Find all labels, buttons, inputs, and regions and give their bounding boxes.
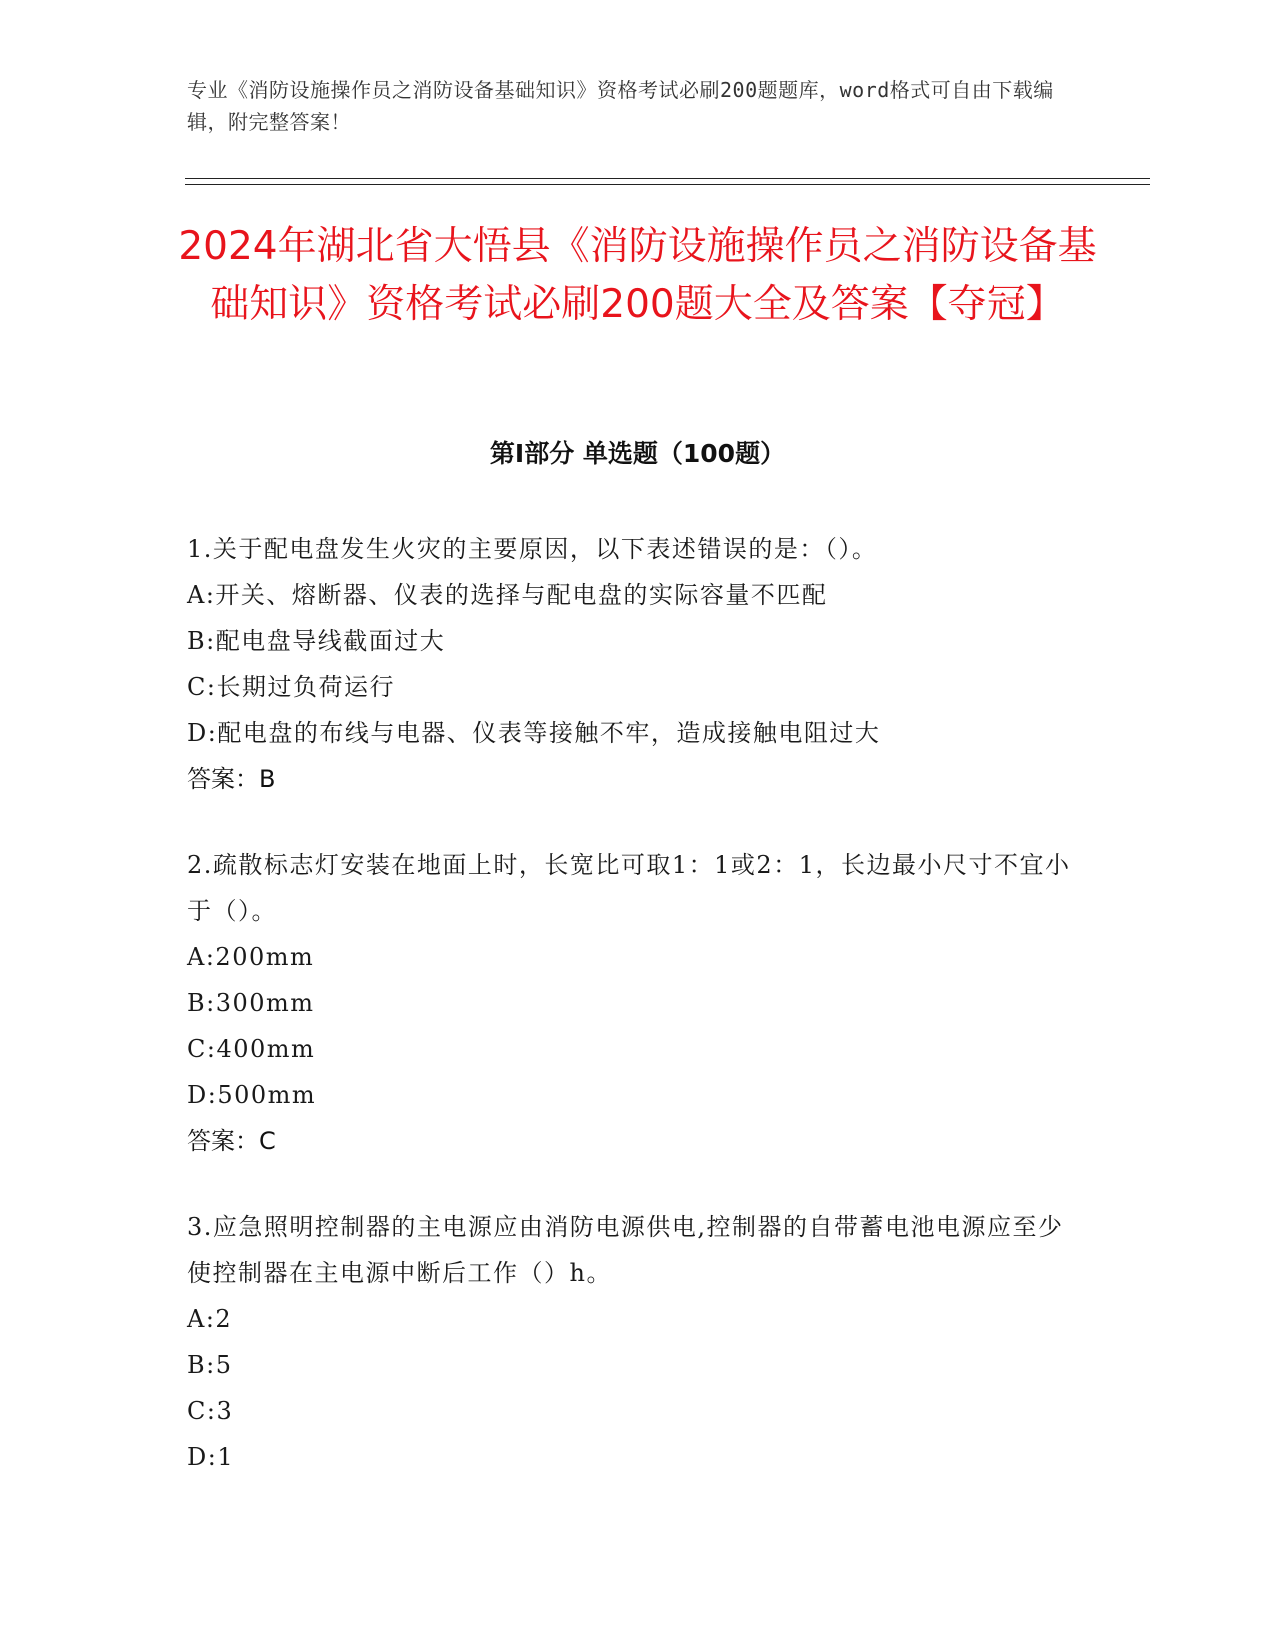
question-stem: 1.关于配电盘发生火灾的主要原因，以下表述错误的是：（）。 xyxy=(187,535,878,563)
answer: 答案：C xyxy=(187,1127,276,1155)
question-stem: 2.疏散标志灯安装在地面上时，长宽比可取1：1或2：1，长边最小尺寸不宜小于（）。 xyxy=(187,851,1071,925)
header-note: 专业《消防设施操作员之消防设备基础知识》资格考试必刷200题题库，word格式可自由下载编辑，附完整答案！ xyxy=(187,78,1054,134)
option-a: A:2 xyxy=(187,1305,233,1333)
option-d: D:配电盘的布线与电器、仪表等接触不牢，造成接触电阻过大 xyxy=(187,719,881,747)
document-title: 2024年湖北省大悟县《消防设施操作员之消防设备基础知识》资格考试必刷200题大全及答案【夺冠】 xyxy=(178,224,1097,327)
option-b: B:300mm xyxy=(187,989,315,1017)
header-divider-bottom xyxy=(185,184,1150,185)
question-list xyxy=(187,526,1077,1520)
header-divider-top xyxy=(185,178,1150,179)
option-a: A:200mm xyxy=(187,943,315,971)
option-b: B:5 xyxy=(187,1351,233,1379)
option-a: A:开关、熔断器、仪表的选择与配电盘的实际容量不匹配 xyxy=(187,581,828,609)
option-c: C:3 xyxy=(187,1397,234,1425)
option-d: D:500mm xyxy=(187,1081,317,1109)
question-3 xyxy=(187,1204,1077,1480)
question-1 xyxy=(187,526,1077,802)
section-heading: 第I部分 单选题（100题） xyxy=(489,439,786,468)
option-c: C:400mm xyxy=(187,1035,316,1063)
option-d: D:1 xyxy=(187,1443,235,1471)
option-c: C:长期过负荷运行 xyxy=(187,673,395,701)
option-b: B:配电盘导线截面过大 xyxy=(187,627,446,655)
question-stem: 3.应急照明控制器的主电源应由消防电源供电,控制器的自带蓄电池电源应至少使控制器在主电源中断后工作（）h。 xyxy=(187,1213,1064,1287)
answer: 答案：B xyxy=(187,765,276,793)
question-2 xyxy=(187,842,1077,1164)
